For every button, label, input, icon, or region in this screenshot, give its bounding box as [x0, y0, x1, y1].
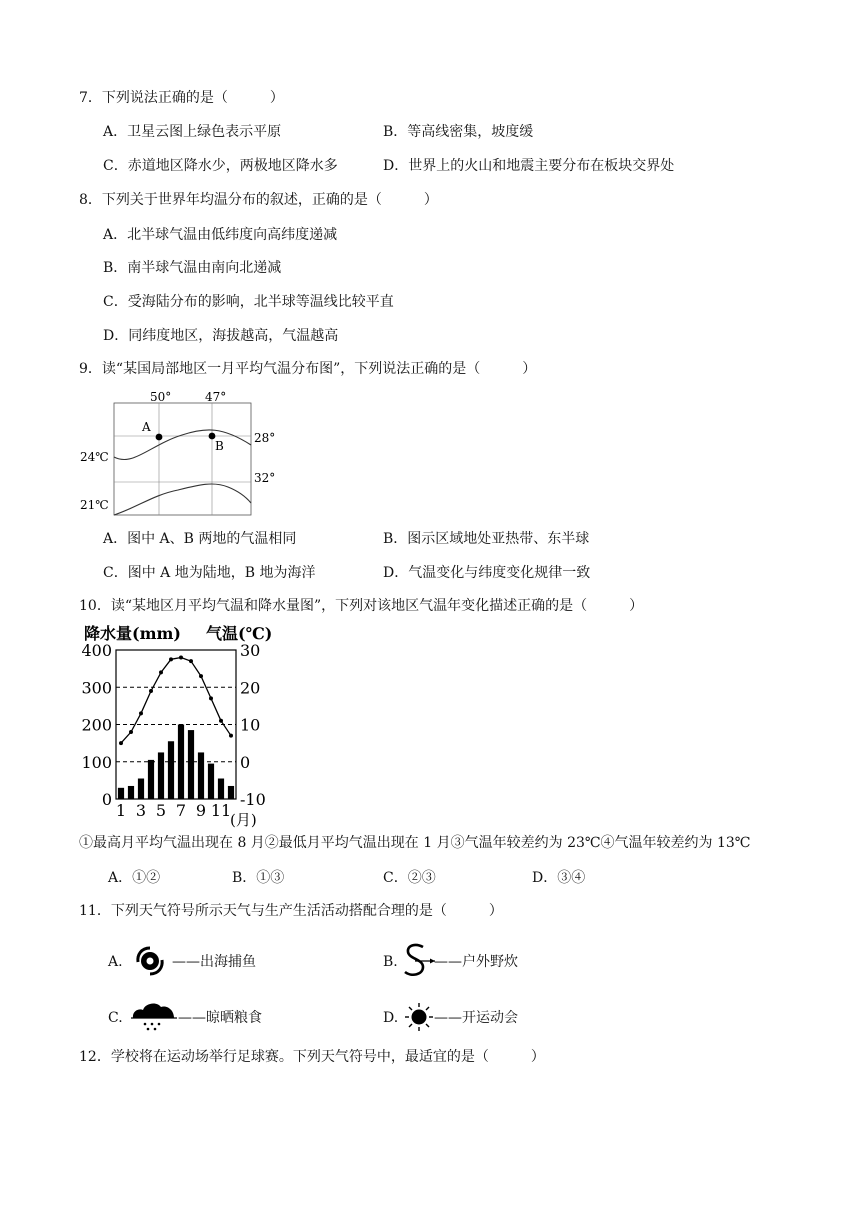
month-tick-label: 3 [135, 801, 147, 820]
isotherm-label-32: 32° [254, 471, 276, 485]
temp-point [199, 674, 203, 678]
q8-option-b: B．南半球气温由南向北递减 [103, 260, 282, 276]
isotherm-label-28: 28° [254, 431, 276, 445]
q10-option-a: A．①② [108, 870, 161, 886]
isotherm-map [78, 387, 288, 517]
q11-option-b-text: ——户外野炊 [434, 954, 518, 970]
q9-option-a: A．图中 A、B 两地的气温相同 [103, 531, 297, 547]
temp-axis-title: 气温(℃) [206, 624, 273, 643]
precip-bar [178, 725, 184, 800]
q8-option-d: D．同纬度地区，海拔越高，气温越高 [103, 328, 339, 344]
typhoon-icon [129, 943, 171, 979]
precip-bar [128, 786, 134, 799]
temp-point [229, 734, 233, 738]
temp-point [169, 657, 173, 661]
month-tick-label: 9 [195, 801, 207, 820]
q7-option-b: B．等高线密集，坡度缓 [383, 124, 534, 140]
precip-bar [118, 788, 124, 799]
temp-point [159, 670, 163, 674]
q9-option-d: D．气温变化与纬度变化规律一致 [383, 565, 591, 581]
precip-bar [188, 730, 194, 799]
q10-statements: ①最高月平均气温出现在 8 月②最低月平均气温出现在 1 月③气温年较差约为 23℃④气温年较差约为 13℃ [79, 835, 751, 851]
temp-tick-label: 10 [240, 715, 261, 735]
precip-bar [138, 779, 144, 799]
isotherm-label-21: 21℃ [80, 498, 109, 512]
temp-point [129, 730, 133, 734]
q11-option-a-label: A. [108, 954, 123, 970]
month-ticks [116, 801, 231, 820]
haze-icon [403, 1001, 435, 1033]
temp-point [219, 719, 223, 723]
precip-bar [228, 786, 234, 799]
temp-tick-label: 20 [240, 678, 261, 698]
gridlines [116, 687, 236, 762]
temp-point [139, 711, 143, 715]
q11-option-d-text: ——开运动会 [434, 1010, 518, 1026]
lon-label-47: 47° [205, 390, 227, 404]
temp-point [149, 689, 153, 693]
temp-tick-label: 0 [240, 752, 251, 772]
x-axis-title: (月) [230, 811, 257, 829]
isotherm-lower [114, 484, 251, 515]
precip-bar [218, 779, 224, 799]
precip-bar [198, 752, 204, 799]
precip-tick-label: 0 [101, 790, 112, 809]
q11-stem: 11．下列天气符号所示天气与生产生活活动搭配合理的是（ ） [79, 903, 503, 919]
temp-ticks [240, 641, 266, 809]
q10-stem: 10．读“某地区月平均气温和降水量图”，下列对该地区气温年变化描述正确的是（ ） [79, 598, 644, 614]
point-b-label: B [215, 439, 224, 453]
precip-tick-label: 400 [81, 641, 112, 660]
q10-option-c: C．②③ [383, 870, 436, 886]
sandstorm-icon [401, 942, 437, 980]
precip-bar [208, 764, 214, 799]
lon-label-50: 50° [150, 390, 172, 404]
precip-bar [158, 752, 164, 799]
precip-ticks [81, 641, 112, 809]
q11-option-a-text: ——出海捕鱼 [172, 954, 256, 970]
q8-stem: 8．下列关于世界年均温分布的叙述，正确的是（ ） [79, 192, 438, 208]
q9-stem: 9．读“某国局部地区一月平均气温分布图”，下列说法正确的是（ ） [79, 361, 537, 377]
q11-option-b-label: B. [383, 954, 398, 970]
q10-option-d: D．③④ [532, 870, 586, 886]
q7-option-a: A．卫星云图上绿色表示平原 [103, 124, 282, 140]
temp-point [189, 659, 193, 663]
q11-option-c-label: C. [108, 1010, 123, 1026]
q7-option-c: C．赤道地区降水少，两极地区降水多 [103, 158, 338, 174]
q7-option-d: D．世界上的火山和地震主要分布在板块交界处 [383, 158, 675, 174]
precip-tick-label: 100 [81, 752, 112, 772]
q7-stem: 7．下列说法正确的是（ ） [79, 90, 284, 106]
month-tick-label: 5 [155, 801, 167, 820]
isotherm-upper [114, 430, 251, 460]
rain-snow-icon [130, 999, 178, 1033]
month-tick-label: 7 [175, 801, 187, 820]
temp-tick-label: 30 [240, 641, 261, 660]
q8-option-a: A．北半球气温由低纬度向高纬度递减 [103, 227, 338, 243]
q10-option-b: B．①③ [232, 870, 285, 886]
temp-line [119, 655, 233, 745]
precip-tick-label: 200 [81, 715, 112, 735]
map-frame [114, 403, 251, 515]
climate-chart [74, 620, 286, 830]
isotherm-label-24: 24℃ [80, 450, 109, 464]
precip-bar [148, 760, 154, 799]
point-a-dot [156, 434, 163, 441]
month-tick-label: 11 [210, 801, 232, 820]
q9-option-b: B．图示区域地处亚热带、东半球 [383, 531, 590, 547]
point-a-label: A [142, 420, 151, 434]
temp-line-path [121, 658, 231, 744]
q11-option-d-label: D. [383, 1010, 399, 1026]
q8-option-c: C．受海陆分布的影响，北半球等温线比较平直 [103, 294, 394, 310]
precip-tick-label: 300 [81, 678, 112, 698]
temp-point [119, 741, 123, 745]
precip-axis-title: 降水量(mm) [84, 624, 182, 643]
q12-stem: 12．学校将在运动场举行足球赛。下列天气符号中，最适宜的是（ ） [79, 1049, 545, 1065]
temp-tick-label: -10 [240, 790, 266, 809]
precip-bar [168, 741, 174, 799]
month-tick-label: 1 [115, 801, 127, 820]
temp-point [179, 655, 183, 659]
temp-point [209, 696, 213, 700]
q11-option-c-text: ——晾晒粮食 [178, 1010, 262, 1026]
q9-option-c: C．图中 A 地为陆地，B 地为海洋 [103, 565, 316, 581]
